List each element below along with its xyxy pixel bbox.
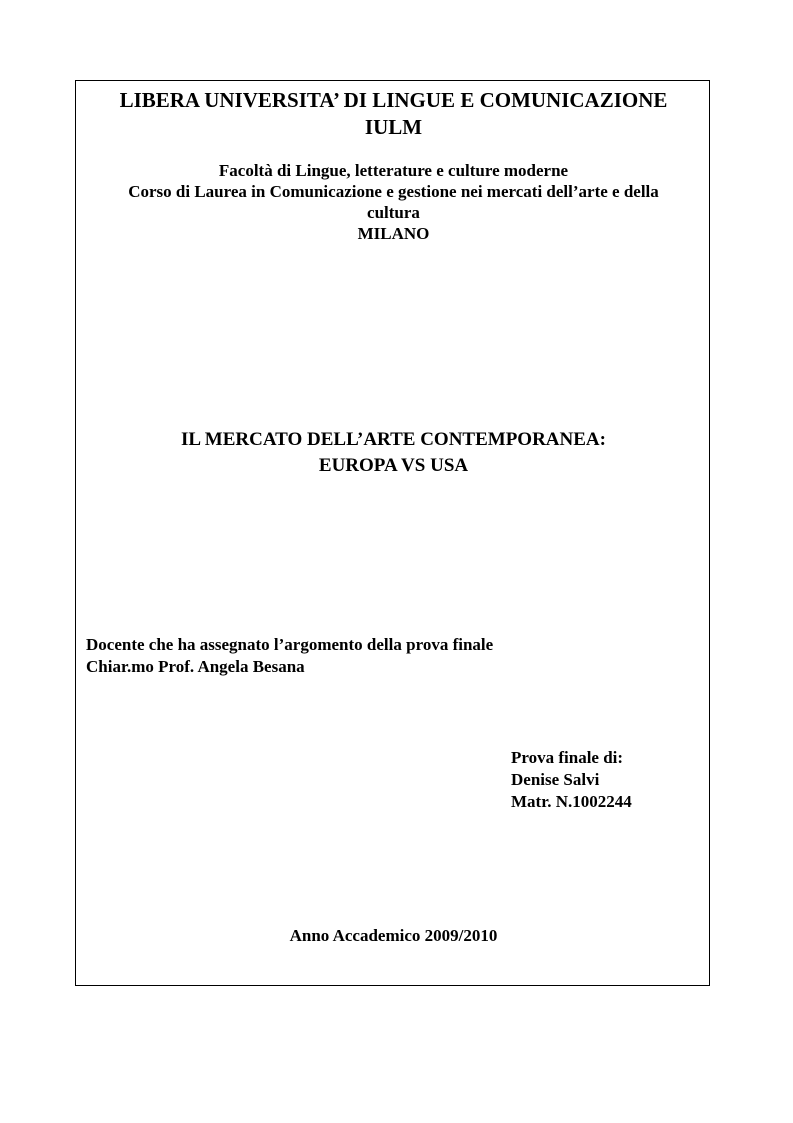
student-name: Denise Salvi <box>511 770 600 789</box>
academic-year: Anno Accademico 2009/2010 <box>289 926 498 945</box>
university-name: LIBERA UNIVERSITA’ DI LINGUE E COMUNICAZIONE <box>119 88 668 112</box>
faculty-block <box>76 160 711 244</box>
city: MILANO <box>357 224 430 243</box>
university-acronym: IULM <box>364 115 423 139</box>
supervisor-block <box>86 634 493 678</box>
supervisor-name: Chiar.mo Prof. Angela Besana <box>86 657 305 676</box>
degree-course-line1: Corso di Laurea in Comunicazione e gestione nei mercati dell’arte e della <box>128 182 659 201</box>
supervisor-label: Docente che ha assegnato l’argomento della prova finale <box>86 635 494 654</box>
thesis-title-line2: EUROPA VS USA <box>318 455 469 476</box>
student-label: Prova finale di: <box>511 748 624 767</box>
university-header <box>76 87 711 141</box>
thesis-title-line1: IL MERCATO DELL’ARTE CONTEMPORANEA: <box>181 429 606 450</box>
student-block <box>511 747 632 813</box>
student-matricola: Matr. N.1002244 <box>511 792 632 811</box>
degree-course-line2: cultura <box>367 203 420 222</box>
thesis-title <box>76 427 711 479</box>
faculty-name: Facoltà di Lingue, letterature e culture moderne <box>218 161 569 180</box>
title-page-frame <box>75 80 710 986</box>
